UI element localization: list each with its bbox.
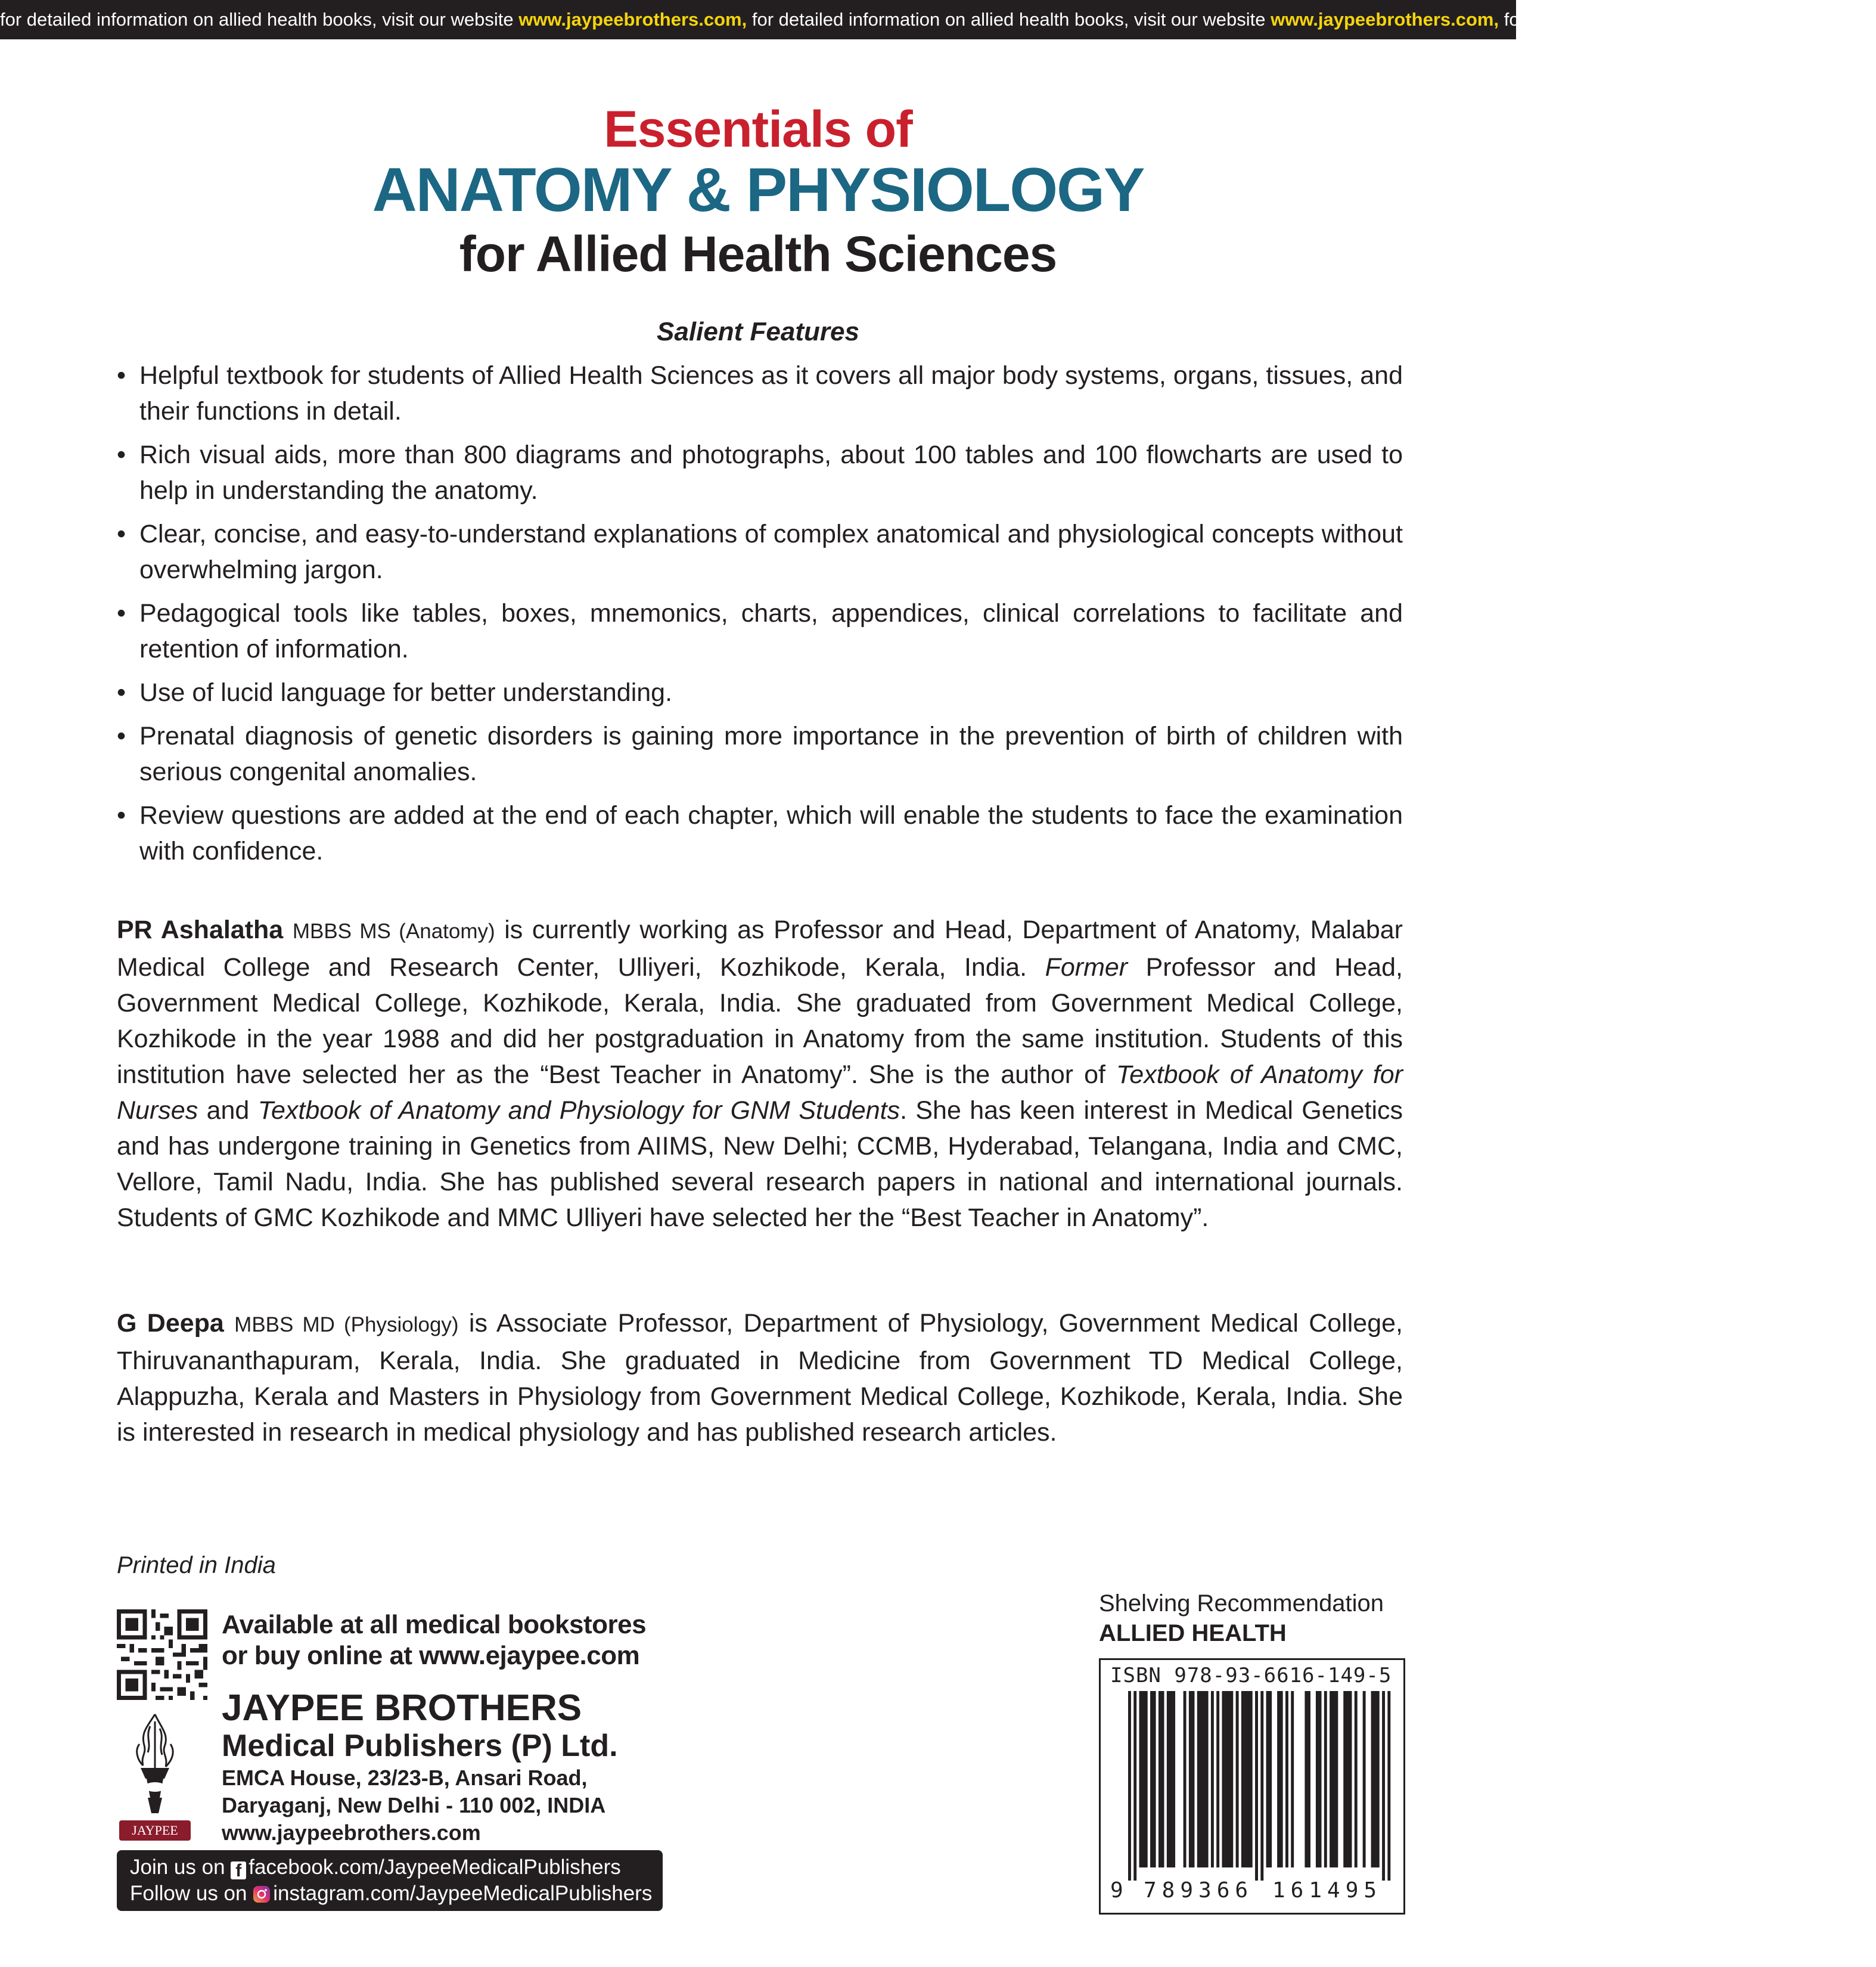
barcode-bar <box>1150 1691 1153 1867</box>
feature-item: • Helpful textbook for students of Allied Health Sciences as it covers all major body systems, organs, tissues, and their functions in detail. <box>117 358 1403 429</box>
jaypee-logo-icon <box>117 1708 193 1842</box>
barcode-bar <box>1167 1691 1170 1867</box>
ean-group-2: 161495 <box>1272 1878 1383 1903</box>
facebook-row <box>130 1854 621 1881</box>
address-line-1: EMCA House, 23/23-B, Ansari Road, <box>222 1766 588 1790</box>
bio-text: is Associate Professor, Department of Physiology, Government Medical College, Thiruvananthapuram, Kerala, India. She graduated in Medicine from Government TD Medical College, Alappuzha, Kerala and Masters in Physiology from Government Medical College, Kozhikode, Kerala, India. She is interested in research in medical physiology and has published research articles. <box>117 1309 1403 1447</box>
social-box <box>117 1850 663 1911</box>
barcode-bar <box>1285 1691 1288 1867</box>
barcode-bar <box>1172 1691 1175 1867</box>
top-banner <box>0 0 1876 39</box>
barcode-bar <box>1335 1691 1338 1867</box>
barcode-bar <box>1133 1691 1136 1881</box>
barcode-bar <box>1158 1691 1161 1867</box>
feature-item: • Prenatal diagnosis of genetic disorders is gaining more importance in the prevention of birth of children with serious congenital anomalies. <box>117 718 1403 790</box>
isbn-text: ISBN 978-93-6616-149-5 <box>1110 1664 1392 1687</box>
barcode-bar <box>1250 1691 1253 1867</box>
barcode-bar <box>1169 1691 1172 1867</box>
ean-first-digit: 9 <box>1110 1878 1123 1903</box>
barcode-bar <box>1161 1691 1164 1867</box>
barcode-bar <box>1343 1691 1346 1867</box>
barcode-bar <box>1247 1691 1250 1867</box>
bio-text: and <box>198 1096 258 1125</box>
barcode-bars <box>1128 1691 1390 1881</box>
availability-text <box>222 1609 646 1671</box>
isbn-barcode <box>1099 1658 1405 1915</box>
barcode-bar <box>1280 1691 1283 1867</box>
barcode-bar <box>1255 1691 1258 1881</box>
publisher-name: JAYPEE BROTHERS <box>222 1687 582 1729</box>
barcode-bar <box>1304 1691 1307 1867</box>
instagram-icon <box>253 1885 271 1903</box>
barcode-bar <box>1139 1691 1142 1867</box>
banner-lead: for detailed information on allied health books, visit our website <box>0 9 519 30</box>
facebook-prefix: Join us on <box>130 1856 231 1879</box>
author-degrees: MBBS MD (Physiology) <box>234 1313 459 1336</box>
barcode-bar <box>1200 1691 1203 1867</box>
barcode-bar <box>1241 1691 1244 1867</box>
feature-item: • Pedagogical tools like tables, boxes, mnemonics, charts, appendices, clinical correlations to facilitate and retention of information. <box>117 595 1403 667</box>
instagram-prefix: Follow us on <box>130 1882 253 1905</box>
title-line-3: for Allied Health Sciences <box>459 226 1057 282</box>
barcode-bar <box>1260 1691 1263 1881</box>
barcode-bar <box>1197 1691 1200 1867</box>
author-degrees: MBBS MS (Anatomy) <box>292 920 495 943</box>
barcode-bar <box>1377 1691 1380 1867</box>
author-bio-ashalatha <box>117 912 1403 1236</box>
instagram-row <box>130 1880 652 1907</box>
address-line-2: Daryaganj, New Delhi - 110 002, INDIA <box>222 1793 606 1817</box>
features-list <box>117 358 1403 877</box>
barcode-bar <box>1269 1691 1272 1867</box>
barcode-bar <box>1128 1691 1131 1881</box>
availability-line-1: Available at all medical bookstores <box>222 1610 647 1639</box>
barcode-bar <box>1189 1691 1192 1867</box>
barcode-bar <box>1291 1691 1294 1867</box>
barcode-bar <box>1355 1691 1358 1867</box>
barcode-bar <box>1277 1691 1280 1867</box>
instagram-link[interactable]: instagram.com/JaypeeMedicalPublishers <box>273 1882 653 1905</box>
barcode-bar <box>1206 1691 1209 1867</box>
barcode-bar <box>1216 1691 1219 1867</box>
barcode-bar <box>1228 1691 1231 1867</box>
barcode-bar <box>1225 1691 1228 1867</box>
salient-features-heading: Salient Features <box>657 317 859 346</box>
feature-item: • Rich visual aids, more than 800 diagrams and photographs, about 100 tables and 100 flowcharts are used to help in understanding the anatomy. <box>117 437 1403 508</box>
barcode-bar <box>1363 1691 1366 1867</box>
barcode-bar <box>1319 1691 1322 1867</box>
author-name: G Deepa <box>117 1309 224 1338</box>
barcode-bar <box>1236 1691 1239 1867</box>
publisher-subname: Medical Publishers (P) Ltd. <box>222 1729 618 1763</box>
barcode-bar <box>1333 1691 1335 1867</box>
book-title: Textbook of Anatomy for Nurses <box>117 1060 1403 1125</box>
feature-item: • Review questions are added at the end of each chapter, which will enable the students to face the examination with confidence. <box>117 798 1403 869</box>
barcode-bar <box>1192 1691 1195 1867</box>
barcode-bar <box>1387 1691 1390 1881</box>
barcode-bar <box>1307 1691 1310 1867</box>
barcode-bar <box>1153 1691 1156 1867</box>
publisher-address <box>222 1764 605 1847</box>
barcode-bar <box>1346 1691 1349 1867</box>
barcode-bar <box>1371 1691 1374 1867</box>
bio-text: . She has keen interest in Medical Genetics and has undergone training in Genetics from AIIMS, New Delhi; CCMB, Hyderabad, Telangana, India and CMC, Vellore, Tamil Nadu, India. She has published several research papers in national and international journals. Students of GMC Kozhikode and MMC Ulliyeri have selected her the “Best Teacher in Anatomy”. <box>117 1096 1403 1232</box>
barcode-bar <box>1142 1691 1145 1867</box>
feature-item: • Clear, concise, and easy-to-understand explanations of complex anatomical and physiological concepts without overwhelming jargon. <box>117 516 1403 588</box>
barcode-bar <box>1184 1691 1187 1867</box>
barcode-bar <box>1382 1691 1385 1881</box>
bio-former: Former <box>1045 953 1128 982</box>
publisher-website[interactable]: www.jaypeebrothers.com <box>222 1820 481 1845</box>
banner-text <box>0 0 1876 39</box>
author-name: PR Ashalatha <box>117 916 284 944</box>
author-bio-deepa <box>117 1305 1403 1450</box>
barcode-bar <box>1330 1691 1333 1867</box>
barcode-bar <box>1230 1691 1233 1867</box>
printed-in-india: Printed in India <box>117 1552 276 1578</box>
barcode-bar <box>1266 1691 1269 1867</box>
jaypee-logo-text: JAYPEE <box>132 1823 178 1838</box>
title-line-2: ANATOMY & PHYSIOLOGY <box>372 156 1144 225</box>
facebook-link[interactable]: facebook.com/JaypeeMedicalPublishers <box>249 1856 621 1879</box>
availability-line-2: or buy online at www.ejaypee.com <box>222 1641 640 1670</box>
shelving-value: ALLIED HEALTH <box>1099 1620 1287 1646</box>
shelving-label: Shelving Recommendation <box>1099 1590 1384 1617</box>
banner-website-link[interactable]: www.jaypeebrothers.com, <box>518 9 747 30</box>
barcode-bar <box>1244 1691 1247 1867</box>
barcode-bar <box>1211 1691 1214 1867</box>
banner-tail: for detailed information on allied health books <box>1499 9 1876 30</box>
banner-lead-2: for detailed information on allied health books, visit our website <box>747 9 1271 30</box>
title-line-1: Essentials of <box>604 101 912 158</box>
book-title: Textbook of Anatomy and Physiology for GNM Students <box>257 1096 900 1125</box>
barcode-bar <box>1316 1691 1319 1867</box>
barcode-bar <box>1203 1691 1206 1867</box>
qr-code-icon <box>117 1609 207 1700</box>
feature-item: • Use of lucid language for better understanding. <box>117 675 1403 711</box>
barcode-bar <box>1374 1691 1377 1867</box>
banner-website-link-2[interactable]: www.jaypeebrothers.com, <box>1271 9 1499 30</box>
facebook-icon: f <box>231 1861 246 1879</box>
bio-text: Professor and Head, Government Medical College, Kozhikode, Kerala, India. She graduated from Government Medical College, Kozhikode in the year 1988 and did her postgraduation in Anatomy from the same institution. Students of this institution have selected her as the “Best Teacher in Anatomy”. She is the author of <box>117 953 1403 1089</box>
barcode-bar <box>1222 1691 1225 1867</box>
bio-text: is currently working as Professor and Head, Department of Anatomy, Malabar Medical College and Research Center, Ulliyeri, Kozhikode, Kerala, India. <box>117 916 1403 982</box>
barcode-bar <box>1324 1691 1327 1867</box>
barcode-bar <box>1349 1691 1352 1867</box>
ean-group-1: 789366 <box>1144 1878 1254 1903</box>
barcode-bar <box>1145 1691 1148 1867</box>
